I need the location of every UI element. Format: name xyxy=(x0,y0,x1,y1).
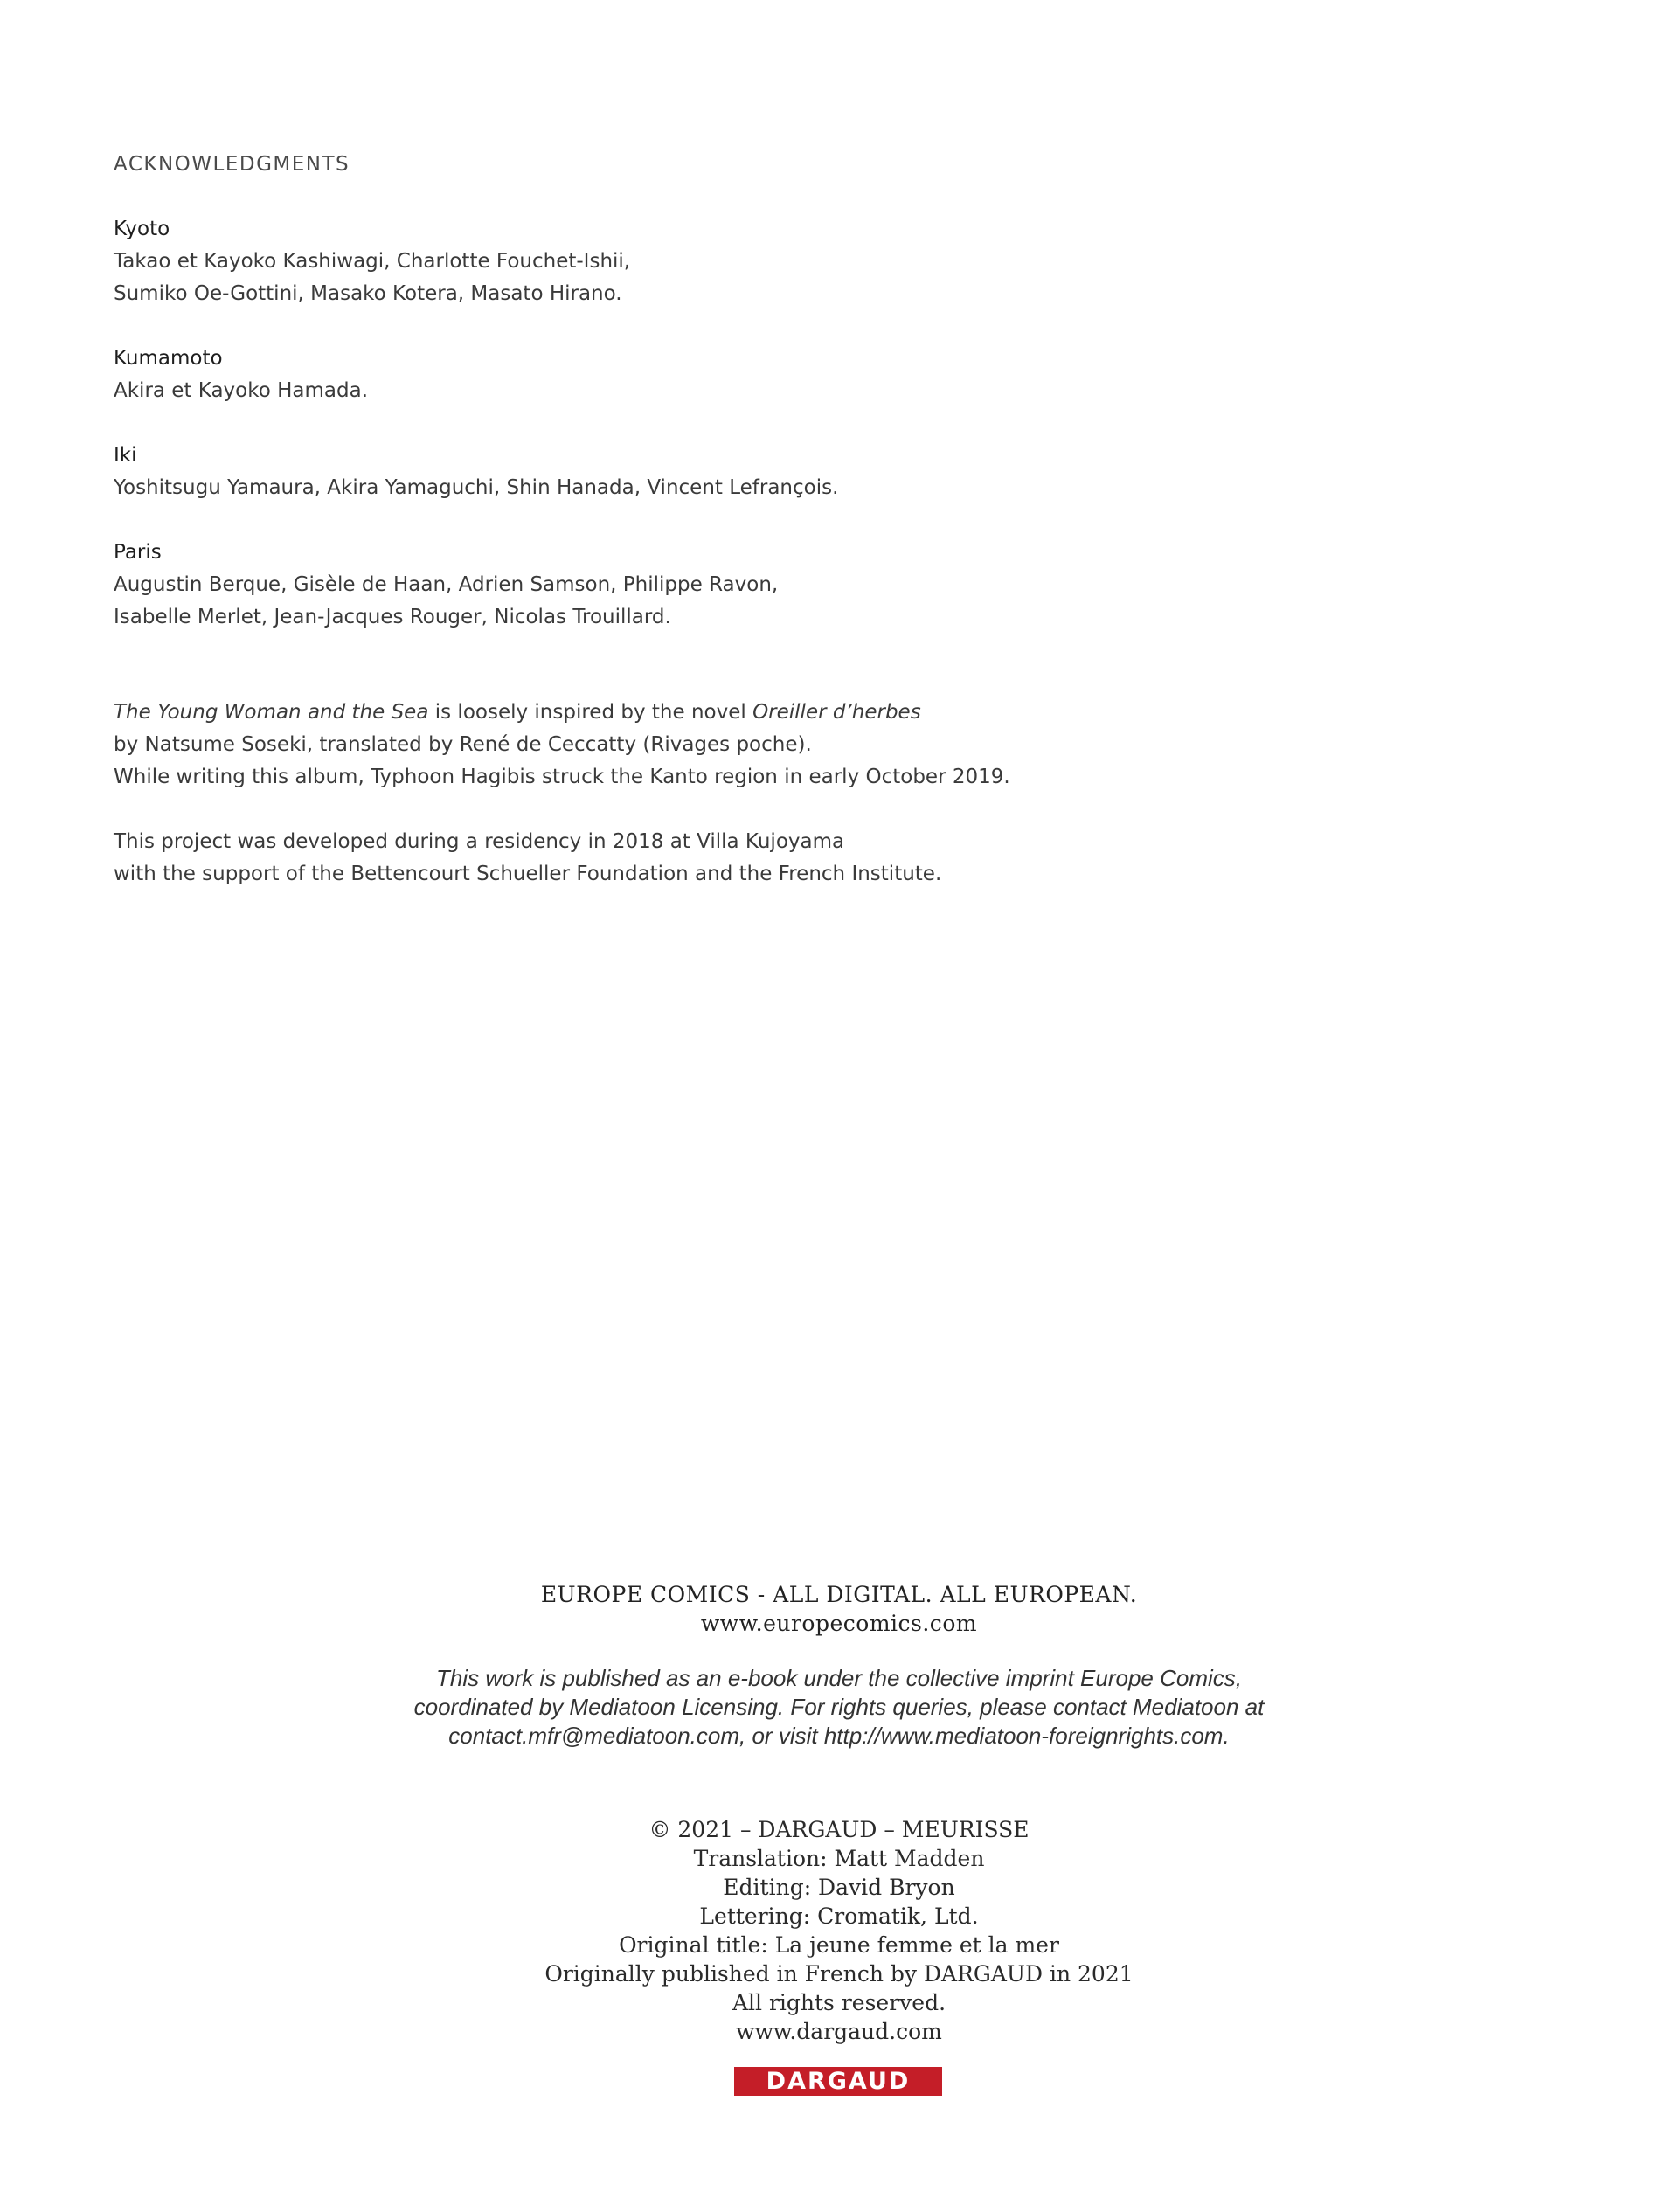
novel-title: Oreiller d’herbes xyxy=(752,701,921,724)
section-line: Akira et Kayoko Hamada. xyxy=(114,379,369,402)
section-line: Sumiko Oe-Gottini, Masako Kotera, Masato Hirano. xyxy=(114,282,622,305)
credit-line: Original title: La jeune femme et la mer xyxy=(619,1932,1059,1958)
acknowledgments-title: ACKNOWLEDGMENTS xyxy=(114,153,350,176)
inspiration-line-1 xyxy=(114,697,1250,729)
section-line: Isabelle Merlet, Jean-Jacques Rouger, Nicolas Trouillard. xyxy=(114,606,671,628)
credit-line: All rights reserved. xyxy=(732,1990,946,2015)
section-paris xyxy=(114,537,1162,634)
publish-note xyxy=(0,1664,1678,1751)
notes-block xyxy=(114,697,1250,923)
section-heading: Kyoto xyxy=(114,218,170,240)
dargaud-logo: DARGAUD xyxy=(734,2067,942,2096)
acknowledgments-block xyxy=(114,149,1162,666)
section-iki xyxy=(114,440,1162,504)
publish-note-line: coordinated by Mediatoon Licensing. For rights queries, please contact Mediatoon at xyxy=(413,1694,1265,1720)
credits-block xyxy=(0,1815,1678,2046)
section-kyoto xyxy=(114,213,1162,310)
credit-line: Editing: David Bryon xyxy=(723,1875,955,1900)
residency-line: This project was developed during a residency in 2018 at Villa Kujoyama xyxy=(114,830,845,853)
section-heading: Paris xyxy=(114,541,162,564)
residency-line: with the support of the Bettencourt Schueller Foundation and the French Institute. xyxy=(114,863,942,885)
section-heading: Iki xyxy=(114,444,137,467)
inspiration-note xyxy=(114,697,1250,794)
inspiration-line-3: While writing this album, Typhoon Hagibis struck the Kanto region in early October 2019. xyxy=(114,766,1010,788)
section-line: Yoshitsugu Yamaura, Akira Yamaguchi, Shin Hanada, Vincent Lefrançois. xyxy=(114,476,839,499)
credit-line: Lettering: Cromatik, Ltd. xyxy=(699,1903,979,1929)
imprint-url: www.europecomics.com xyxy=(700,1611,978,1636)
imprint-block xyxy=(0,1580,1678,1638)
residency-note xyxy=(114,826,1250,891)
section-kumamoto xyxy=(114,343,1162,407)
book-title: The Young Woman and the Sea xyxy=(114,701,429,724)
credit-line: Translation: Matt Madden xyxy=(693,1846,985,1871)
copyright-line: © 2021 – DARGAUD – MEURISSE xyxy=(648,1817,1030,1842)
imprint-tagline: EUROPE COMICS - ALL DIGITAL. ALL EUROPEAN. xyxy=(540,1582,1138,1607)
credit-line: Originally published in French by DARGAUD in 2021 xyxy=(544,1961,1134,1987)
publisher-url: www.dargaud.com xyxy=(736,2019,942,2044)
inspiration-text: is loosely inspired by the novel xyxy=(428,701,753,724)
section-line: Takao et Kayoko Kashiwagi, Charlotte Fouchet-Ishii, xyxy=(114,250,631,273)
inspiration-line-2: by Natsume Soseki, translated by René de Ceccatty (Rivages poche). xyxy=(114,733,812,756)
section-heading: Kumamoto xyxy=(114,347,223,370)
section-line: Augustin Berque, Gisèle de Haan, Adrien Samson, Philippe Ravon, xyxy=(114,573,779,596)
publish-note-line: This work is published as an e-book under the collective imprint Europe Comics, xyxy=(436,1665,1242,1691)
publish-note-line: contact.mfr@mediatoon.com, or visit http://www.mediatoon-foreignrights.com. xyxy=(448,1723,1230,1749)
